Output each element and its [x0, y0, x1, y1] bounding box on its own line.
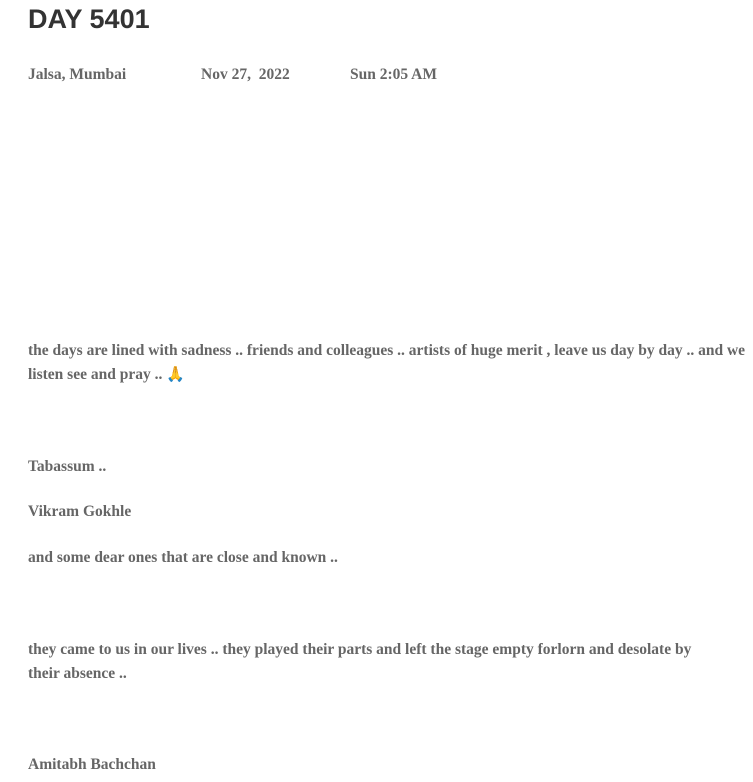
paragraph-text: the days are lined with sadness .. friends and colleagues .. artists of huge merit , leave us day by day .. and we listen see and pray .. [28, 342, 746, 383]
post-title: DAY 5401 [28, 4, 150, 34]
paragraph-name-1: Tabassum .. [28, 458, 107, 475]
paragraph-lives: they came to us in our lives .. they played their parts and left the stage empty forlorn and desolate by their absence .. [28, 641, 692, 682]
post-location: Jalsa, Mumbai [28, 66, 127, 83]
signature: Amitabh Bachchan [28, 756, 156, 773]
paragraph-name-2: Vikram Gokhle [28, 503, 132, 520]
paragraph-intro [28, 339, 748, 387]
post-date: Nov 27, 2022 [201, 66, 290, 83]
praying-hands-icon: 🙏 [166, 367, 185, 383]
paragraph-dear-ones: and some dear ones that are close and known .. [28, 549, 338, 566]
post-time: Sun 2:05 AM [350, 66, 437, 83]
